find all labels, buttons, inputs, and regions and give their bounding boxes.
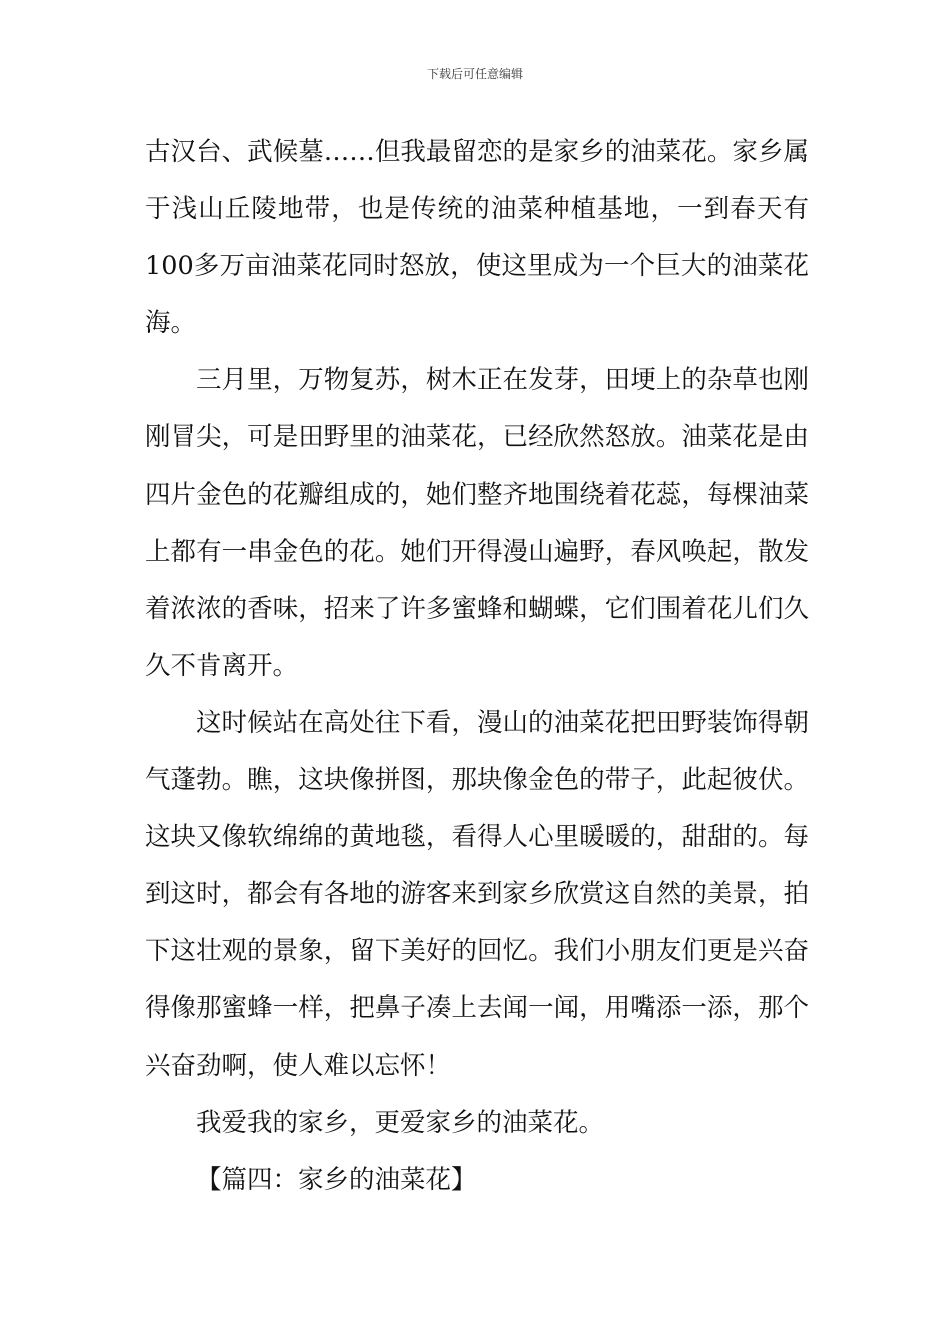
document-body [145, 124, 809, 1209]
page-header: 下载后可任意编辑 [426, 67, 523, 81]
paragraph-love: 我爱我的家乡，更爱家乡的油菜花。 [196, 1107, 605, 1138]
paragraph-continued: 古汉台、武候墓……但我最留恋的是家乡的油菜花。家乡属于浅山丘陵地带，也是传统的油菜种植基地，一到春天有100多万亩油菜花同时怒放，使这里成为一个巨大的油菜花海。 [145, 137, 809, 339]
paragraph-view: 这时候站在高处往下看，漫山的油菜花把田野装饰得朝气蓬勃。瞧，这块像拼图，那块像金色的带子，此起彼伏。这块又像软绵绵的黄地毯，看得人心里暖暖的，甜甜的。每到这时，都会有各地的游客来到家乡欣赏这自然的美景，拍下这壮观的景象，留下美好的回忆。我们小朋友们更是兴奋得像那蜜蜂一样，把鼻子凑上去闻一闻，用嘴添一添，那个兴奋劲啊，使人难以忘怀！ [145, 707, 809, 1081]
paragraph-march: 三月里，万物复苏，树木正在发芽，田埂上的杂草也刚刚冒尖，可是田野里的油菜花，已经欣然怒放。油菜花是由四片金色的花瓣组成的，她们整齐地围绕着花蕊，每棵油菜上都有一串金色的花。她们开得漫山遍野，春风唤起，散发着浓浓的香味，招来了许多蜜蜂和蝴蝶，它们围着花儿们久久不肯离开。 [145, 365, 809, 681]
section-heading: 【篇四：家乡的油菜花】 [196, 1164, 477, 1195]
